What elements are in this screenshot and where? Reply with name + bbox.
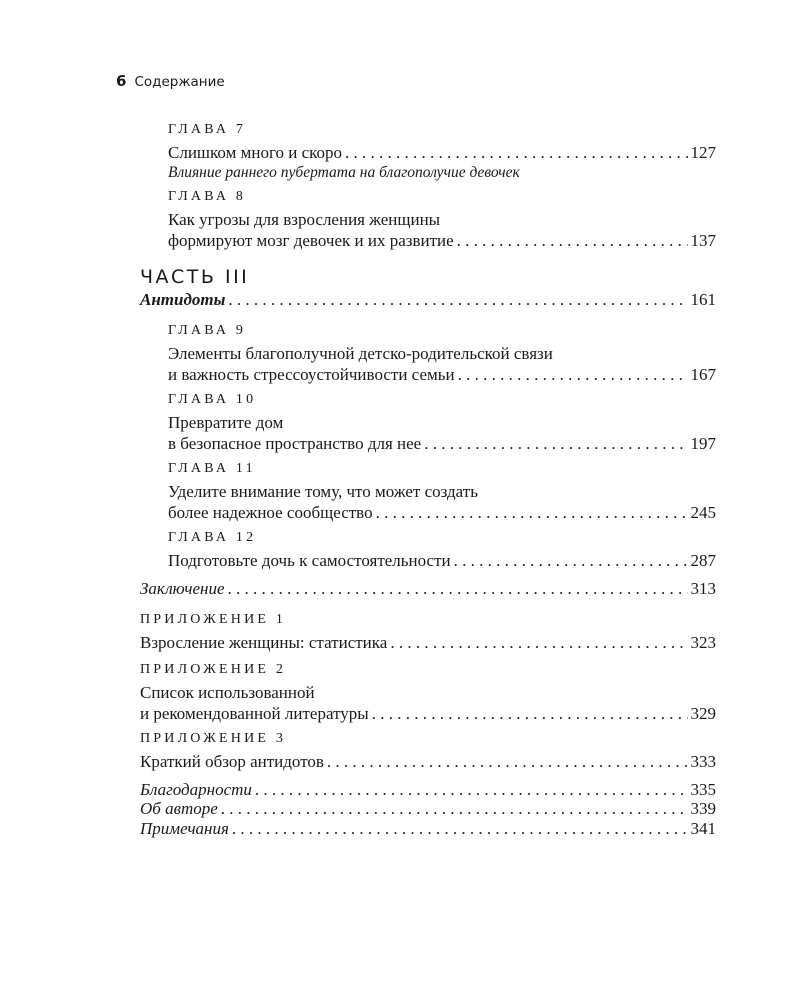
chapter-label: ГЛАВА 7 [168, 122, 247, 137]
leader-dots [255, 779, 688, 800]
toc-line [168, 230, 716, 251]
section-title: Примечания [140, 819, 229, 838]
page-ref: 137 [690, 231, 716, 250]
toc-line [168, 364, 716, 385]
chapter-label: ГЛАВА 8 [168, 189, 247, 204]
chapter-title-line: Уделите внимание тому, что может создать [168, 482, 478, 501]
leader-dots [221, 798, 688, 819]
toc-entry-appendix-2[interactable] [140, 660, 716, 724]
appendix-label: ПРИЛОЖЕНИЕ 3 [140, 731, 287, 746]
chapter-title: Подготовьте дочь к самостоятельности [168, 551, 451, 570]
appendix-label: ПРИЛОЖЕНИЕ 1 [140, 612, 287, 627]
page-ref: 335 [690, 780, 716, 799]
appendix-title: и рекомендованной литературы [140, 704, 369, 723]
toc-line [140, 751, 716, 772]
chapter-title-line: Превратите дом [168, 413, 284, 432]
toc-line [140, 578, 716, 599]
part-label: ЧАСТЬ III [140, 266, 250, 288]
page-ref: 329 [690, 704, 716, 723]
leader-dots [390, 632, 687, 653]
chapter-title: и важность стрессоустойчивости семьи [168, 365, 455, 384]
toc-line [140, 798, 716, 819]
leader-dots [327, 751, 688, 772]
chapter-label: ГЛАВА 10 [168, 392, 257, 407]
section-title: Заключение [140, 579, 225, 598]
appendix-title-line: Список использованной [140, 683, 315, 702]
toc-entry-chapter-11[interactable] [168, 459, 716, 523]
chapter-label: ГЛАВА 9 [168, 323, 247, 338]
leader-dots [228, 578, 688, 599]
running-header [116, 72, 225, 96]
appendix-title: Краткий обзор антидотов [140, 752, 324, 771]
page-ref: 197 [690, 434, 716, 453]
page-ref: 339 [690, 799, 716, 818]
chapter-title: Слишком много и скоро [168, 143, 343, 162]
toc-entry-appendix-3[interactable] [140, 729, 716, 772]
toc-line [168, 433, 716, 454]
chapter-label: ГЛАВА 12 [168, 530, 257, 545]
toc-line [140, 779, 716, 800]
leader-dots [372, 703, 688, 724]
running-title: Содержание [134, 74, 225, 90]
toc-entry-chapter-8[interactable] [168, 187, 716, 251]
chapter-subtitle: Влияние раннего пубертата на благополучие девочек [168, 164, 520, 181]
page-ref: 127 [690, 143, 716, 162]
toc-entry-acknowledgements[interactable] [140, 779, 716, 800]
page-ref: 161 [690, 290, 716, 309]
leader-dots [232, 818, 688, 839]
toc-entry-appendix-1[interactable] [140, 610, 716, 653]
toc-line [140, 703, 716, 724]
section-title: Благодарности [140, 780, 252, 799]
chapter-title-line: Как угрозы для взросления женщины [168, 210, 441, 229]
page-ref: 287 [690, 551, 716, 570]
toc-entry-notes[interactable] [140, 818, 716, 839]
leader-dots [345, 142, 687, 163]
page-ref: 167 [690, 365, 716, 384]
section-title: Об авторе [140, 799, 218, 818]
leader-dots [457, 230, 688, 251]
leader-dots [424, 433, 687, 454]
page-ref: 245 [690, 503, 716, 522]
leader-dots [454, 550, 688, 571]
chapter-title: более надежное сообщество [168, 503, 373, 522]
chapter-label: ГЛАВА 11 [168, 461, 256, 476]
toc-line [140, 632, 716, 653]
toc-entry-chapter-9[interactable] [168, 321, 716, 385]
appendix-label: ПРИЛОЖЕНИЕ 2 [140, 662, 287, 677]
appendix-title: Взросление женщины: статистика [140, 633, 388, 652]
toc-entry-chapter-12[interactable] [168, 528, 716, 571]
page-ref: 323 [690, 633, 716, 652]
leader-dots [228, 289, 687, 310]
chapter-title: формируют мозг девочек и их развитие [168, 231, 454, 250]
page-ref: 341 [690, 819, 716, 838]
page-ref: 313 [690, 579, 716, 598]
toc-line [168, 550, 716, 571]
chapter-title: в безопасное пространство для нее [168, 434, 422, 453]
leader-dots [376, 502, 688, 523]
toc-entry-conclusion[interactable] [140, 578, 716, 599]
toc-line [168, 502, 716, 523]
toc-entry-chapter-7[interactable] [168, 120, 716, 183]
toc-line [140, 818, 716, 839]
toc-entry-part-3[interactable] [140, 289, 716, 310]
part-title: Антидоты [140, 290, 226, 309]
page-number: 6 [116, 72, 127, 90]
toc-entry-chapter-10[interactable] [168, 390, 716, 454]
leader-dots [458, 364, 688, 385]
toc-line [168, 142, 716, 163]
toc-entry-about-author[interactable] [140, 798, 716, 819]
page-ref: 333 [690, 752, 716, 771]
chapter-title-line: Элементы благополучной детско-родительской связи [168, 344, 553, 363]
toc-line [140, 289, 716, 310]
